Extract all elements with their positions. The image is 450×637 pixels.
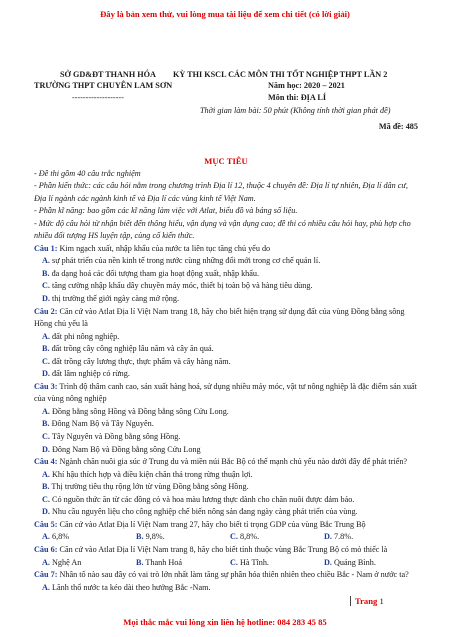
answer-option [136,531,230,544]
answer-option [34,255,418,268]
option-text: 6,8% [52,532,70,542]
objective-line: - Mức độ câu hỏi từ nhận biết đến thông hiểu, vận dụng và vận dụng cao; đề thi có nhiều câu hỏi hay, phù hợp cho nhiều đối tượng HS luyện tập, củng cố kiến thức. [34,218,411,241]
option-text: Đông Nam Bộ và Tây Nguyên. [51,419,154,429]
option-text: đất phi nông nghiệp. [52,331,120,341]
option-letter: A. [42,331,50,341]
answer-option [34,431,418,444]
answer-option [34,406,418,419]
question-text: Nhân tố nào sau đây có vai trò lớn nhất làm tăng sự phân hóa thiên nhiên theo chiều Bắc - Nam ở nước ta? [59,570,409,580]
option-text: Thị trường tiêu thụ rộng lớn từ vùng Đồng bằng sông Hồng. [51,482,249,492]
answer-options-row [34,557,418,570]
option-letter: A. [42,532,50,542]
option-letter: B. [42,268,50,278]
answer-option [34,293,418,306]
option-letter: C. [42,356,50,366]
option-text: Nghệ An [52,557,82,567]
question-text: Căn cứ vào Atlat Địa lí Việt Nam trang 8, hãy cho biết tỉnh thuộc vùng Bắc Trung Bộ có mỏ thiếc là [59,544,388,554]
answer-option [34,469,418,482]
option-text: đất lâm nghiệp có rừng. [52,369,130,379]
page-number-label: Trang [355,596,378,606]
option-text: Đông Nam Bộ và Đồng bằng sông Cửu Long [52,444,201,454]
option-text: Lãnh thổ nước ta kéo dài theo hướng Bắc -Nam. [52,582,211,592]
option-text: tăng cường nhập khẩu dây chuyền máy móc, thiết bị toàn bộ và hàng tiêu dùng. [52,281,313,291]
option-letter: A. [42,582,50,592]
option-letter: C. [42,432,50,442]
hotline-footer: Mọi thắc mắc vui lòng xin liên hệ hotline: 084 283 45 85 [123,617,327,627]
answer-option [136,557,230,570]
answer-option [42,557,136,570]
page-number-value: 1 [379,596,384,606]
question-label: Câu 5: [34,519,58,529]
question-text: Kim ngạch xuất, nhập khẩu của nước ta liên tục tăng chủ yếu do [59,243,271,253]
answer-option [34,368,418,381]
objective-line: - Đề thi gồm 40 câu trắc nghiệm [34,168,141,178]
answer-option [34,582,418,595]
question-text: Căn cứ vào Atlat Địa lí Việt Nam trang 27, hãy cho biết tỉ trọng GDP của vùng Bắc Trung Bộ [59,519,366,529]
option-letter: C. [42,494,50,504]
duration: Thời gian làm bài: 50 phút (Không tính thời gian phát đề) [200,106,391,115]
question [34,381,418,406]
option-text: đất trồng cây lương thực, thực phẩm và cây hàng năm. [52,356,231,366]
answer-option [34,444,418,457]
answer-option [34,280,418,293]
question-text: Ngành chăn nuôi gia súc ở Trung du và miền núi Bắc Bộ có thế mạnh chủ yếu nào dưới đây để phát triển? [59,457,408,467]
option-letter: B. [42,419,50,429]
question-text: Căn cứ vào Atlat Địa lí Việt Nam trang 18, hãy cho biết hiện trạng sử dụng đất của vùng Đồng bằng sông Hồng chủ yếu là [34,306,405,329]
option-text: 9,8%. [145,532,165,542]
objective-line: - Phần kĩ năng: bao gồm các kĩ năng làm việc với Atlat, biểu đồ và bảng số liệu. [34,206,298,216]
question [34,306,418,331]
option-text: Có nguồn thức ăn từ các đồng cỏ và hoa màu lương thực dành cho chăn nuôi được đảm bảo. [52,494,355,504]
option-letter: D. [324,532,332,542]
answer-option [34,494,418,507]
header-divider: ------------------- [72,93,124,102]
option-text: Hà Tĩnh. [240,557,269,567]
option-letter: D. [42,444,50,454]
answer-option [42,531,136,544]
option-text: Quảng Bình. [334,557,376,567]
exam-code: Mã đề: 485 [378,122,418,131]
school-year: Năm học: 2020 – 2021 [268,81,345,90]
objective-line: - Phần kiến thức: các câu hỏi nằm trong chương trình Địa lí 12, thuộc 4 chuyên đề: Địa lí tự nhiên, Địa lí dân cư, Địa lí ngành các ngành kinh tế và Địa lí các vùng kinh tế Việt Nam. [34,181,408,203]
answer-option [230,557,324,570]
answer-option [34,268,418,281]
option-letter: D. [324,557,332,567]
question-label: Câu 7: [34,570,58,580]
answer-option [34,356,418,369]
exam-content [34,155,418,594]
answer-option [34,331,418,344]
question-label: Câu 4: [34,457,58,467]
option-letter: C. [42,281,50,291]
option-text: Đồng bằng sông Hồng và Đồng bằng sông Cửu Long. [52,406,229,416]
preview-banner: Đây là bản xem thử, vui lòng mua tài liệu để xem chi tiết (có lời giải) [100,9,350,19]
option-letter: B. [136,557,144,567]
answer-option [34,506,418,519]
school-name: TRƯỜNG THPT CHUYÊN LAM SƠN [34,81,173,90]
exam-title: KỲ THI KSCL CÁC MÔN THI TỐT NGHIỆP THPT LẦN 2 [173,70,388,79]
option-text: Tây Nguyên và Đồng bằng sông Hồng. [51,432,181,442]
option-letter: A. [42,469,50,479]
option-text: Nhu cầu nguyên liệu cho công nghiệp chế biến nông sản đang ngày càng phát triển của vùng. [52,507,358,517]
option-text: đa dạng hoá các đối tượng tham gia hoạt động xuất, nhập khẩu. [51,268,260,278]
answer-option [324,531,418,544]
question [34,544,418,557]
option-letter: D. [42,369,50,379]
answer-option [34,481,418,494]
option-letter: D. [42,294,50,304]
question-label: Câu 1: [34,243,58,253]
option-letter: A. [42,256,50,266]
option-letter: C. [230,532,238,542]
answer-option [324,557,418,570]
question [34,456,418,469]
option-text: sự phát triển của nền kinh tế trong nước cùng những đổi mới trong cơ chế quản lí. [52,256,321,266]
question-label: Câu 6: [34,544,58,554]
option-text: Khí hậu thích hợp và điều kiện chăn thả trong rừng thuận lợi. [52,469,253,479]
question [34,519,418,532]
option-text: 8,8%. [240,532,260,542]
question [34,243,418,256]
objectives-title: MỤC TIÊU [204,156,248,166]
page-number [350,596,384,606]
question-label: Câu 3: [34,381,58,391]
option-letter: C. [230,557,238,567]
option-letter: B. [42,482,50,492]
answer-option [34,418,418,431]
option-text: 7.8%. [334,532,354,542]
option-letter: B. [136,532,144,542]
option-text: Thanh Hoá [145,557,183,567]
question-text: Trình độ thâm canh cao, sản xuất hàng hoá, sử dụng nhiều máy móc, vật tư nông nghiệp là đặc điểm sản xuất của vùng nông nghiệp [34,381,417,404]
subject: Môn thi: ĐỊA LÍ [268,93,327,102]
option-text: đất trồng cây công nghiệp lâu năm và cây ăn quả. [51,344,214,354]
question-label: Câu 2: [34,306,58,316]
option-letter: D. [42,507,50,517]
option-letter: B. [42,344,50,354]
answer-option [34,343,418,356]
answer-option [230,531,324,544]
dept-name: SỞ GD&ĐT THANH HÓA [60,70,156,79]
option-letter: A. [42,557,50,567]
question [34,569,418,582]
answer-options-row [34,531,418,544]
option-text: thị trường thế giới ngày càng mở rộng. [52,294,180,304]
option-letter: A. [42,406,50,416]
